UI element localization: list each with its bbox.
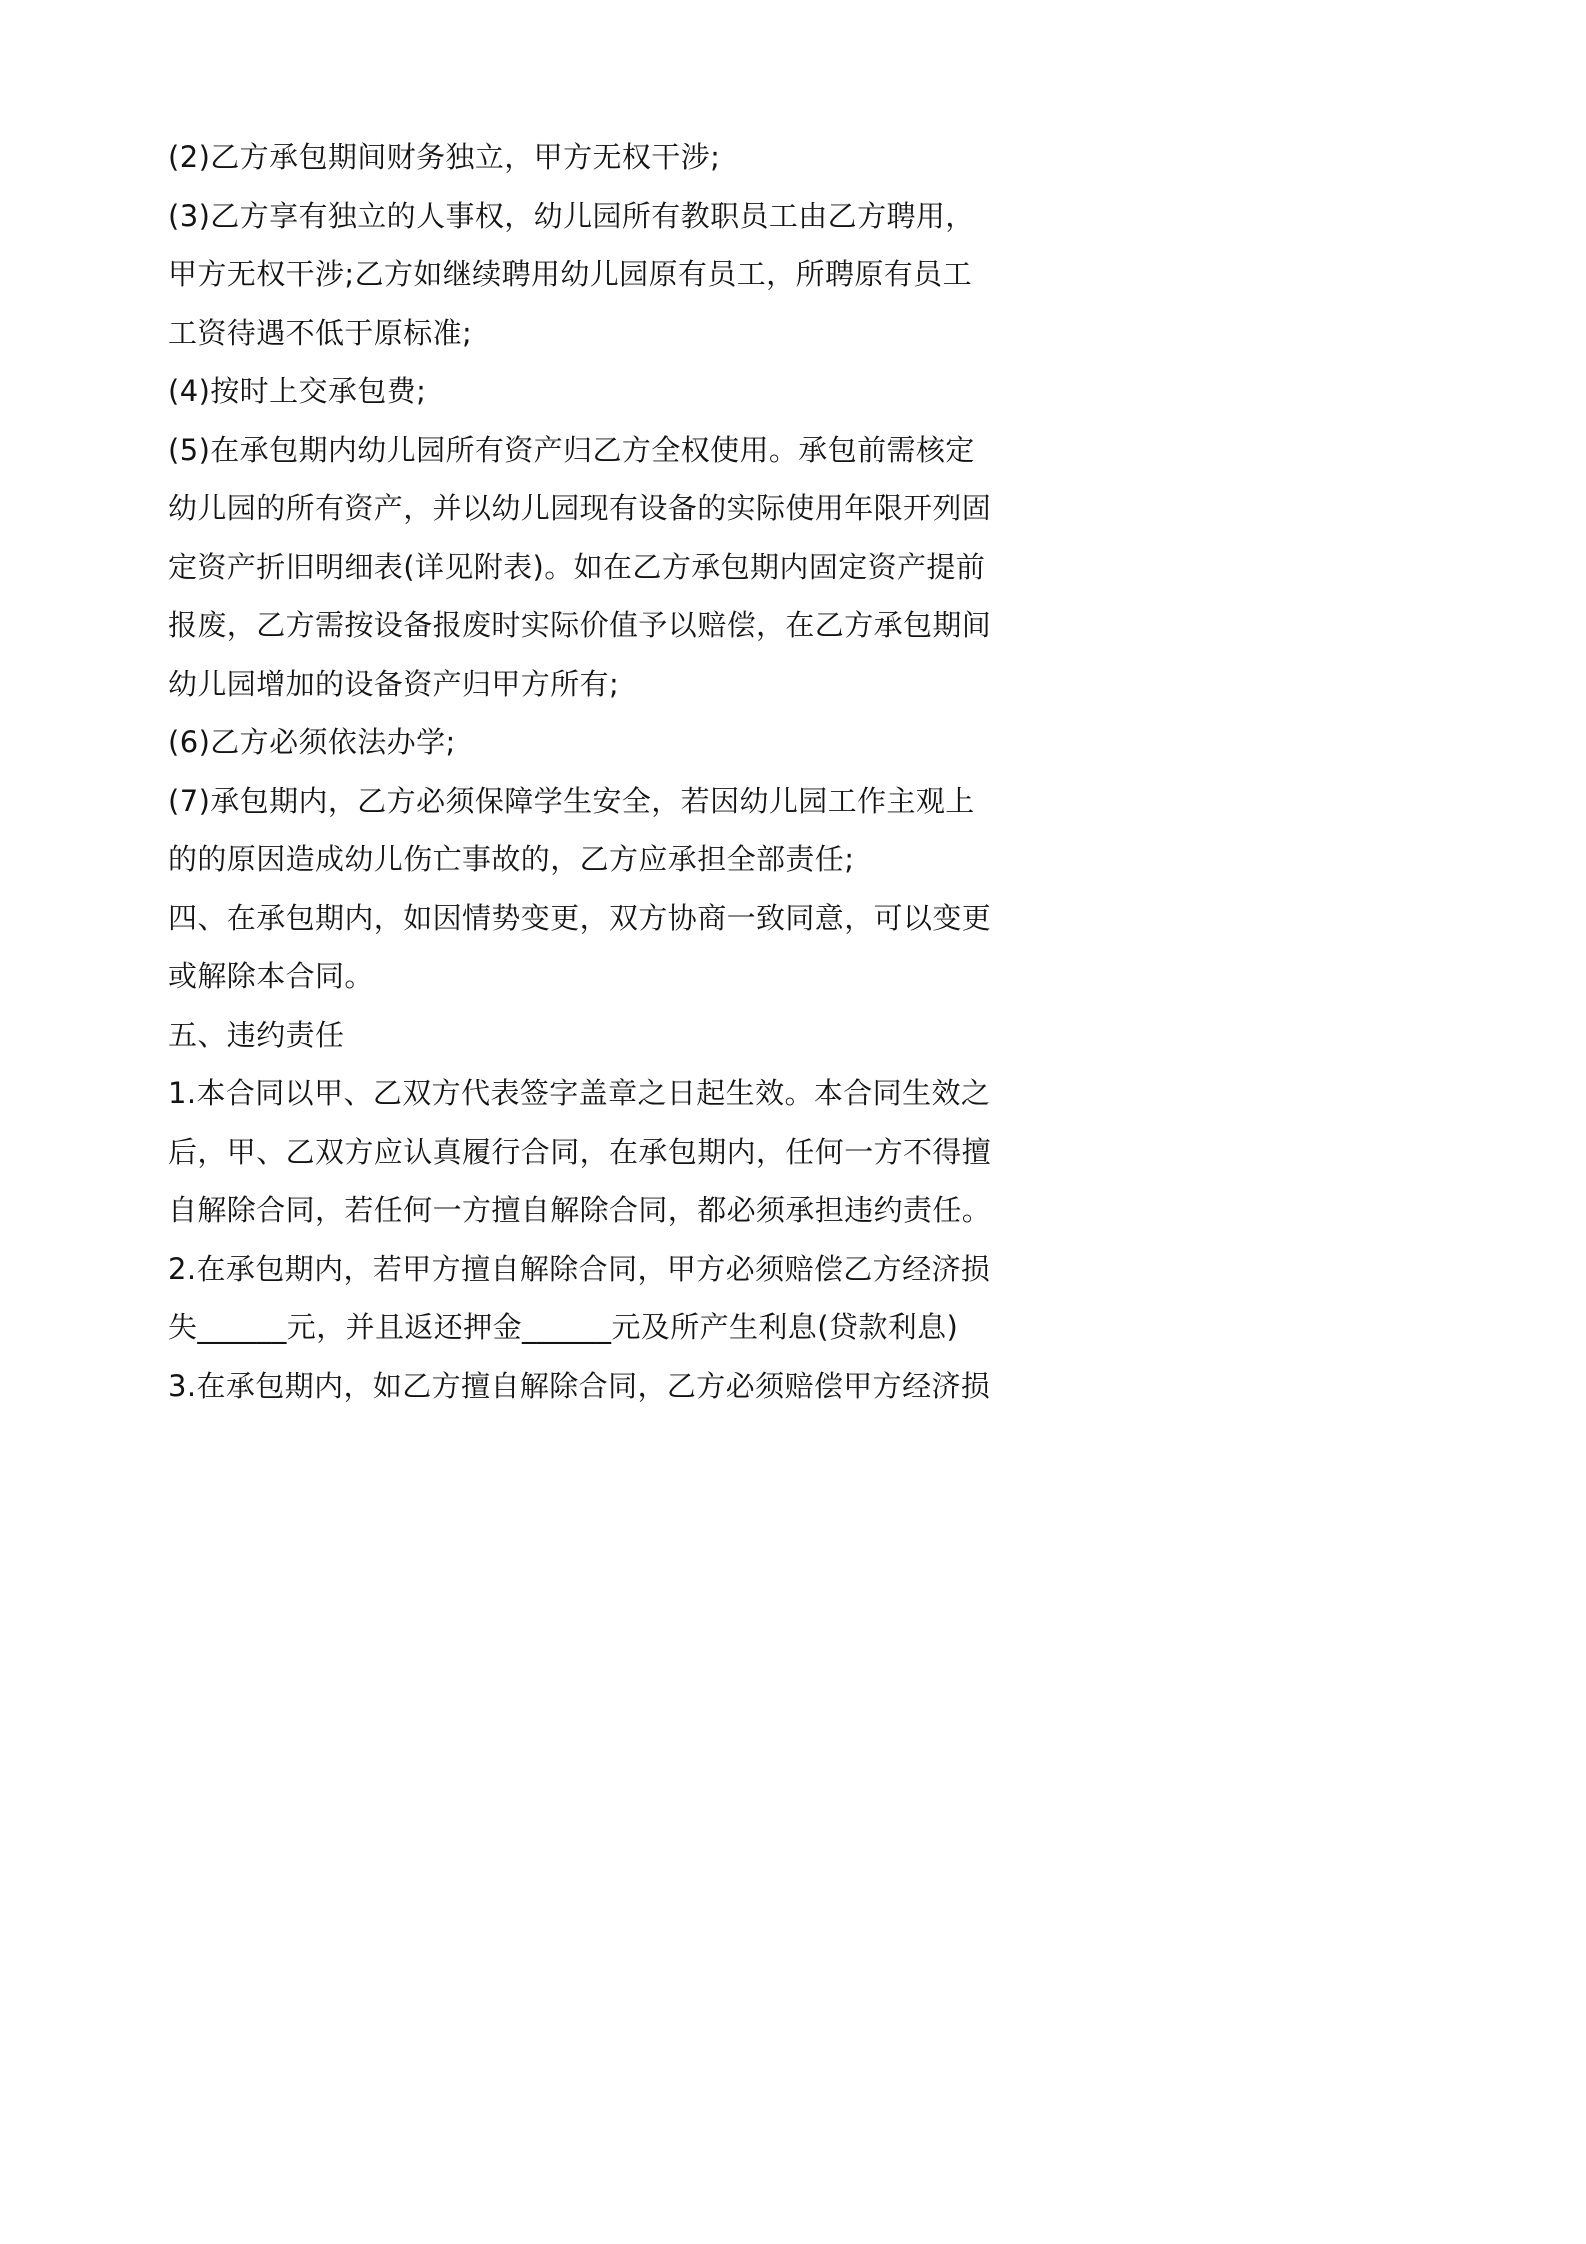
text-line-4: 工资待遇不低于原标准; <box>168 315 473 350</box>
section-heading: 五、违约责任 <box>168 1017 345 1052</box>
text-line-1: (2)乙方承包期间财务独立，甲方无权干涉; <box>168 140 721 174</box>
text-line-7: 幼儿园的所有资产，并以幼儿园现有设备的实际使用年限开列固 <box>168 491 992 525</box>
text-line-22: 3.在承包期内，如乙方擅自解除合同，乙方必须赔偿甲方经济损 <box>168 1368 991 1403</box>
text-line-13: 的的原因造成幼儿伤亡事故的，乙方应承担全部责任; <box>168 842 855 876</box>
text-line-17: 1.本合同以甲、乙双方代表签字盖章之日起生效。本合同生效之 <box>168 1076 991 1110</box>
text-line-8: 定资产折旧明细表(详见附表)。如在乙方承包期内固定资产提前 <box>168 549 986 584</box>
text-line-10: 幼儿园增加的设备资产归甲方所有; <box>168 666 620 701</box>
text-line-20: 2.在承包期内，若甲方擅自解除合同，甲方必须赔偿乙方经济损 <box>168 1251 991 1286</box>
document-page <box>0 0 1113 1570</box>
text-line-5: (4)按时上交承包费; <box>168 374 427 408</box>
text-line-18: 后，甲、乙双方应认真履行合同，在承包期内，任何一方不得擅 <box>168 1134 992 1169</box>
text-line-2: (3)乙方享有独立的人事权，幼儿园所有教职员工由乙方聘用， <box>168 198 975 233</box>
text-line-15: 或解除本合同。 <box>168 959 374 993</box>
text-line-12: (7)承包期内，乙方必须保障学生安全，若因幼儿园工作主观上 <box>168 783 975 818</box>
text-line-19: 自解除合同，若任何一方擅自解除合同，都必须承担违约责任。 <box>168 1193 992 1227</box>
text-line-6: (5)在承包期内幼儿园所有资产归乙方全权使用。承包前需核定 <box>168 432 975 467</box>
text-line-11: (6)乙方必须依法办学; <box>168 725 456 759</box>
text-line-3: 甲方无权干涉;乙方如继续聘用幼儿园原有员工，所聘原有员工 <box>168 257 972 291</box>
text-line-14: 四、在承包期内，如因情势变更，双方协商一致同意，可以变更 <box>168 900 992 935</box>
text-line-21: 失______元，并且返还押金______元及所产生利息(贷款利息) <box>168 1310 959 1344</box>
text-line-9: 报废，乙方需按设备报废时实际价值予以赔偿，在乙方承包期间 <box>168 608 992 642</box>
document-body <box>168 128 992 1415</box>
